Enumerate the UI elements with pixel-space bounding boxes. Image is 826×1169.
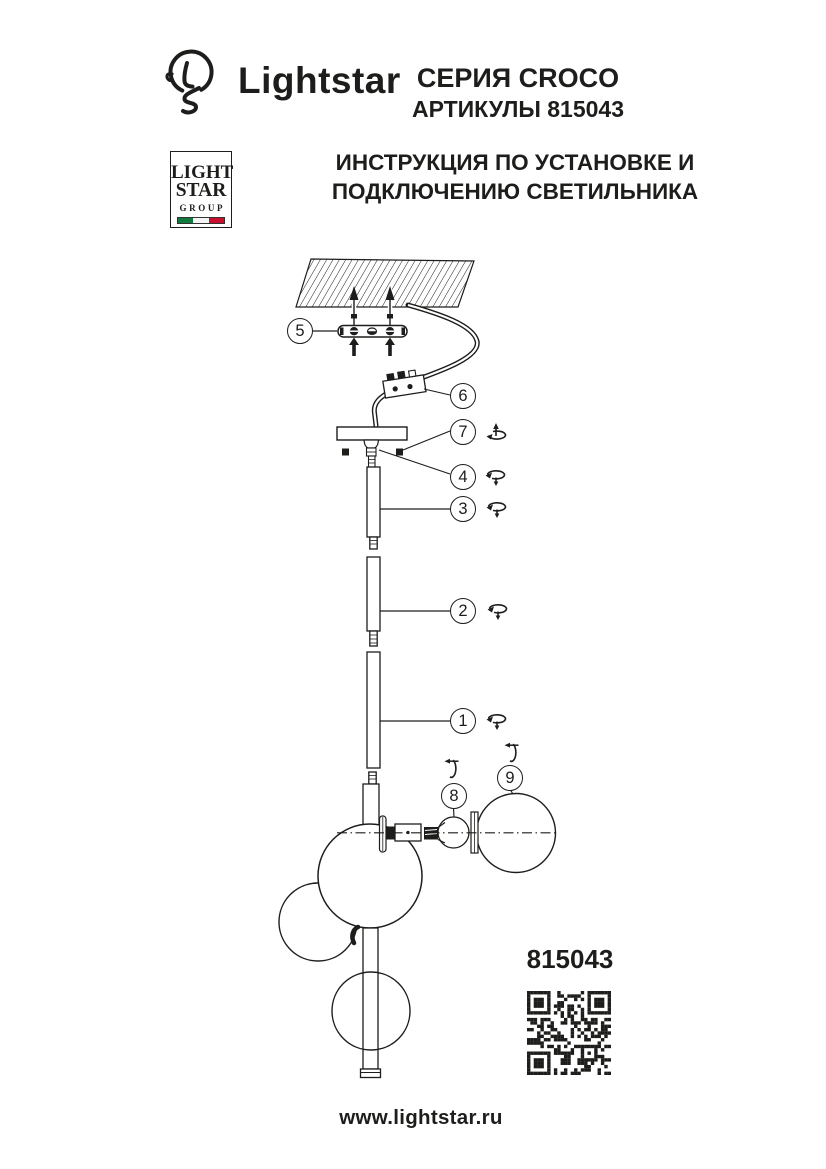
rod-end-cap	[361, 1069, 381, 1078]
qr-code-svg	[527, 991, 611, 1075]
terminal-block	[382, 368, 426, 398]
callout-1: 1	[450, 708, 476, 734]
mounting-bracket	[338, 326, 407, 338]
screw-rotate-down-icon	[486, 599, 510, 623]
screw-rotate-down-icon	[485, 497, 509, 521]
group-logo-group: GROUP	[179, 203, 226, 213]
callout-2: 2	[450, 598, 476, 624]
page-title-line2: ПОДКЛЮЧЕНИЮ СВЕТИЛЬНИКА	[331, 179, 699, 204]
screw-rotate-horizontal-icon	[440, 756, 464, 780]
callout-6: 6	[450, 383, 476, 409]
callout-7: 7	[450, 419, 476, 445]
series-articles: АРТИКУЛЫ 815043	[411, 96, 625, 122]
leader-lines	[313, 331, 514, 817]
screw-rotate-down-icon	[485, 709, 509, 733]
callout-4: 4	[450, 464, 476, 490]
series-title: СЕРИЯ CROCO	[416, 63, 620, 93]
group-logo-star: STAR	[175, 180, 227, 201]
website-url: www.lightstar.ru	[339, 1106, 503, 1129]
screw-rotate-up-icon	[484, 420, 508, 444]
callout-9: 9	[497, 765, 523, 791]
brand-wordmark: Lightstar	[238, 60, 401, 101]
callout-3: 3	[450, 496, 476, 522]
group-logo-light: LIGHT	[171, 162, 234, 183]
rod-sections	[363, 467, 380, 828]
bracket-screws	[349, 338, 395, 357]
callout-5: 5	[287, 318, 313, 344]
article-number: 815043	[526, 944, 614, 974]
screw-rotate-horizontal-icon	[500, 740, 524, 764]
ceiling-hatch	[296, 259, 474, 307]
lower-rod	[363, 928, 378, 1069]
qr-code	[527, 991, 611, 1075]
ceiling-canopy	[337, 427, 407, 467]
page-title-line1: ИНСТРУКЦИЯ ПО УСТАНОВКЕ И	[335, 150, 695, 175]
callout-8: 8	[441, 783, 467, 809]
screw-rotate-down-icon	[484, 465, 508, 489]
